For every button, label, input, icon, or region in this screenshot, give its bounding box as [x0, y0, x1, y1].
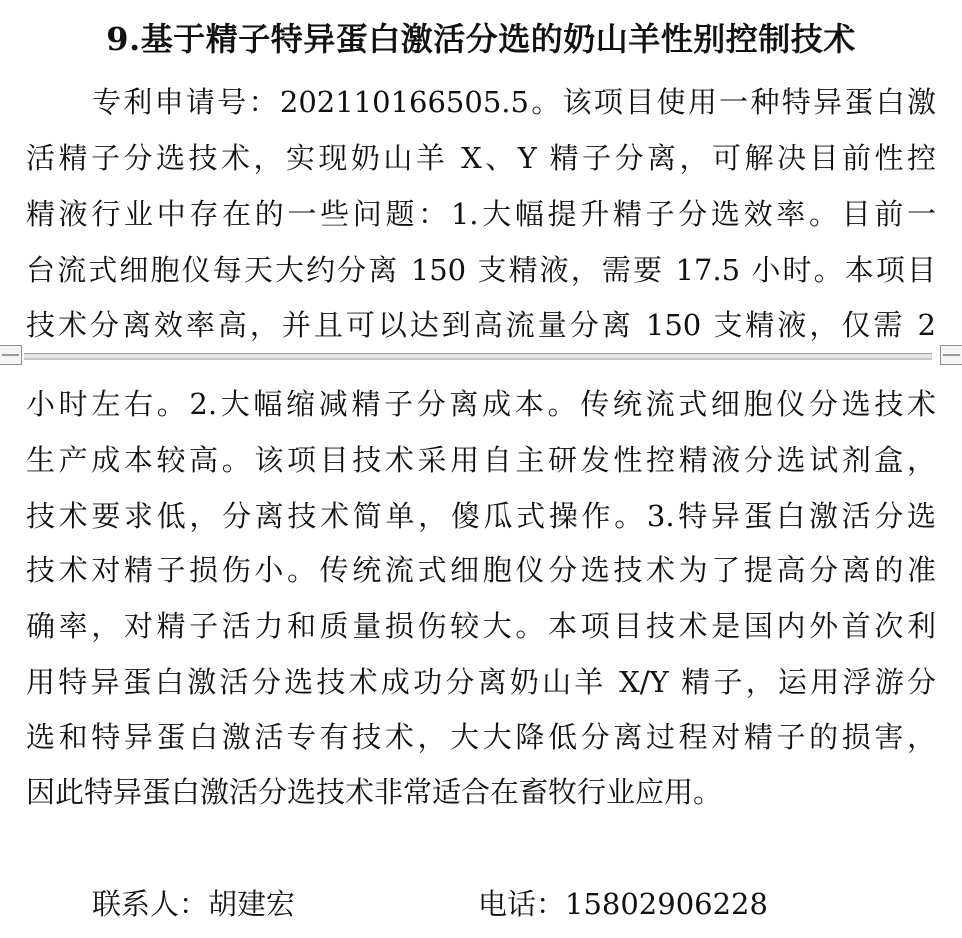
paragraph-line: 因此特异蛋白激活分选技术非常适合在畜牧行业应用。	[26, 775, 723, 809]
paragraph-line: 精液行业中存在的一些问题：1.大幅提升精子分选效率。目前一	[26, 197, 936, 231]
paragraph-line: 小时左右。2.大幅缩减精子分离成本。传统流式细胞仪分选技术	[26, 387, 936, 421]
paragraph-line: 专利申请号：202110166505.5。该项目使用一种特异蛋白激	[92, 85, 936, 119]
paragraph-line: 选和特异蛋白激活专有技术，大大降低分离过程对精子的损害，	[26, 720, 936, 754]
paragraph-line: 技术对精子损伤小。传统流式细胞仪分选技术为了提高分离的准	[26, 553, 936, 587]
page-break-left-marker	[0, 345, 22, 365]
contact-person: 联系人：胡建宏	[92, 887, 296, 921]
paragraph-line: 活精子分选技术，实现奶山羊 X、Y 精子分离，可解决目前性控	[26, 141, 936, 175]
paragraph-line: 确率，对精子活力和质量损伤较大。本项目技术是国内外首次利	[26, 609, 936, 643]
paragraph-line: 技术要求低，分离技术简单，傻瓜式操作。3.特异蛋白激活分选	[26, 499, 936, 533]
contact-phone: 电话：15802906228	[478, 887, 768, 921]
document-title: 9.基于精子特异蛋白激活分选的奶山羊性别控制技术	[106, 20, 856, 58]
paragraph-line: 生产成本较高。该项目技术采用自主研发性控精液分选试剂盒，	[26, 443, 936, 477]
paragraph-line: 台流式细胞仪每天大约分离 150 支精液，需要 17.5 小时。本项目	[26, 253, 936, 287]
page-break-right-marker	[940, 345, 962, 365]
page-break-separator	[0, 341, 962, 369]
paragraph-line: 技术分离效率高，并且可以达到高流量分离 150 支精液，仅需 2	[26, 308, 936, 342]
page-break-bar	[24, 353, 932, 360]
paragraph-line: 用特异蛋白激活分选技术成功分离奶山羊 X/Y 精子，运用浮游分	[26, 665, 936, 699]
